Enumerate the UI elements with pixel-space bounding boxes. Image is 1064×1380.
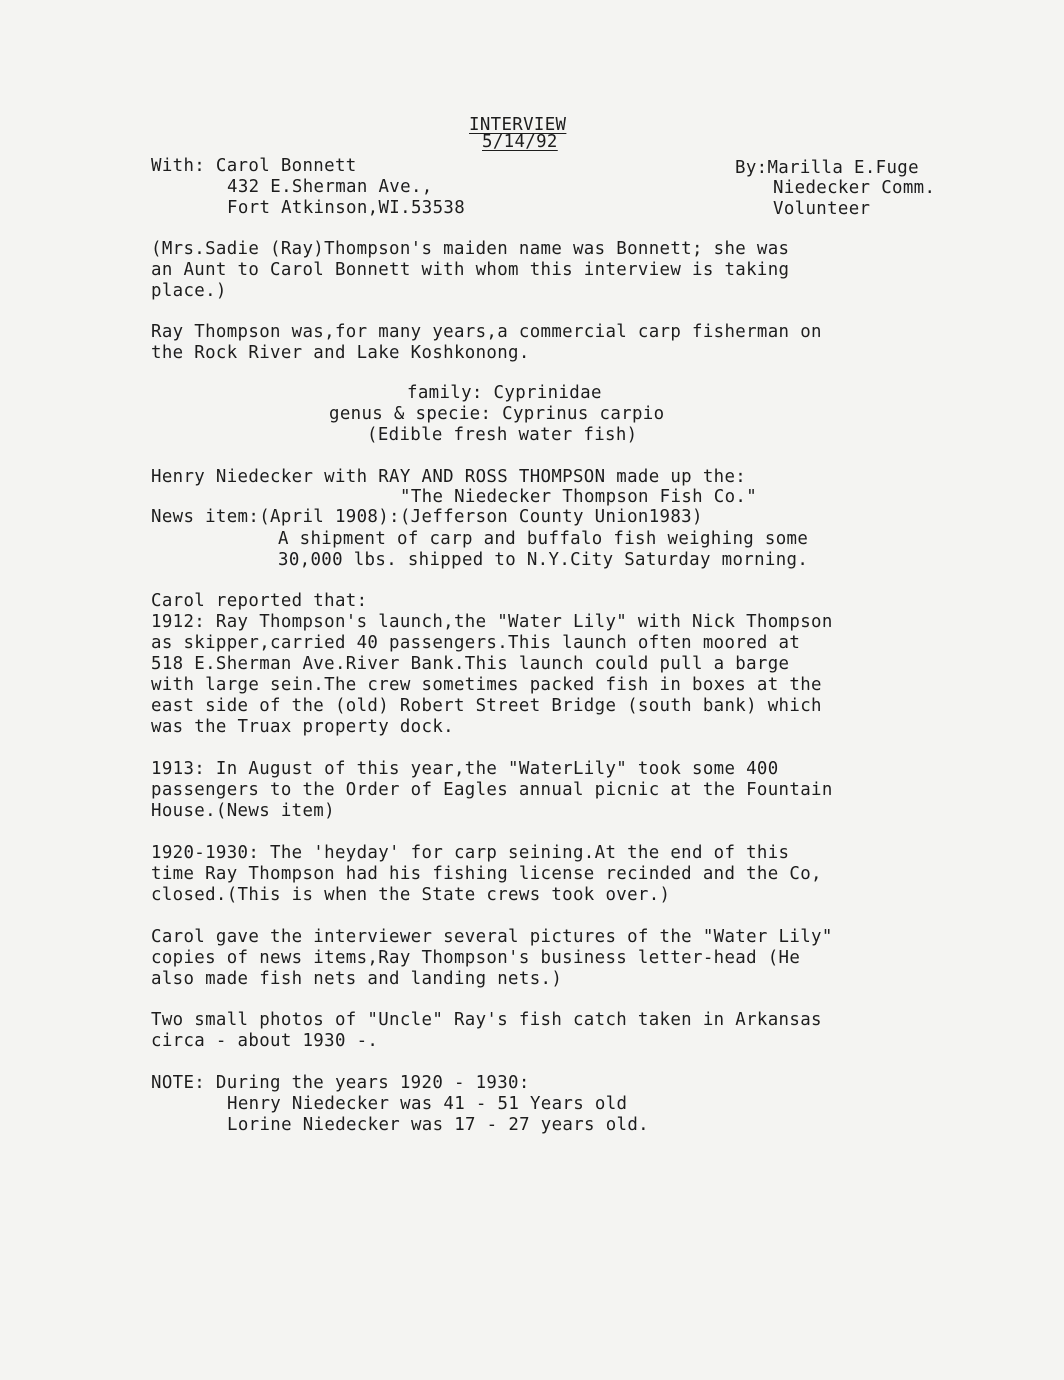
- taxonomy-genus: genus & specie: Cyprinus carpio: [329, 404, 665, 424]
- news-item-line: A shipment of carp and buffalo fish weighing some: [278, 529, 809, 549]
- para-1912-line: with large sein.The crew sometimes packed fish in boxes at the: [151, 675, 822, 695]
- para-1912-line: was the Truax property dock.: [151, 717, 454, 737]
- intro-line: place.): [151, 281, 227, 301]
- news-item-line: 30,000 lbs. shipped to N.Y.City Saturday morning.: [278, 550, 809, 570]
- note-heading: NOTE: During the years 1920 - 1930:: [151, 1073, 530, 1093]
- ray-paragraph-line: the Rock River and Lake Koshkonong.: [151, 343, 530, 363]
- para-1912-line: 518 E.Sherman Ave.River Bank.This launch could pull a barge: [151, 654, 790, 674]
- carol-report-heading: Carol reported that:: [151, 591, 368, 611]
- note-line: Lorine Niedecker was 17 - 27 years old.: [227, 1115, 649, 1135]
- para-1912-line: as skipper,carried 40 passengers.This launch often moored at: [151, 633, 801, 653]
- para-1920-line: closed.(This is when the State crews took over.): [151, 885, 671, 905]
- pictures-line: also made fish nets and landing nets.): [151, 969, 563, 989]
- intro-line: an Aunt to Carol Bonnett with whom this interview is taking: [151, 260, 790, 280]
- news-item-heading: News item:(April 1908):(Jefferson County Union1983): [151, 507, 703, 527]
- para-1920-line: 1920-1930: The 'heyday' for carp seining.At the end of this: [151, 843, 790, 863]
- note-line: Henry Niedecker was 41 - 51 Years old: [227, 1094, 628, 1114]
- interviewee-city: Fort Atkinson,WI.53538: [227, 198, 466, 218]
- taxonomy-family: family: Cyprinidae: [407, 383, 602, 403]
- interviewee-name: With: Carol Bonnett: [151, 156, 357, 176]
- para-1920-line: time Ray Thompson had his fishing license recinded and the Co,: [151, 864, 822, 884]
- company-name: "The Niedecker Thompson Fish Co.": [400, 487, 758, 507]
- interviewee-street: 432 E.Sherman Ave.,: [227, 177, 433, 197]
- taxonomy-note: (Edible fresh water fish): [367, 425, 638, 445]
- document-date: 5/14/92: [482, 132, 558, 152]
- interviewer-name: By:Marilla E.Fuge: [735, 158, 919, 178]
- photos-line: circa - about 1930 -.: [151, 1031, 379, 1051]
- para-1913-line: passengers to the Order of Eagles annual picnic at the Fountain: [151, 780, 833, 800]
- para-1912-line: east side of the (old) Robert Street Bridge (south bank) which: [151, 696, 822, 716]
- ray-paragraph-line: Ray Thompson was,for many years,a commercial carp fisherman on: [151, 322, 822, 342]
- para-1913-line: 1913: In August of this year,the "WaterLily" took some 400: [151, 759, 779, 779]
- photos-line: Two small photos of "Uncle" Ray's fish catch taken in Arkansas: [151, 1010, 822, 1030]
- para-1912-line: 1912: Ray Thompson's launch,the "Water Lily" with Nick Thompson: [151, 612, 833, 632]
- interviewer-role: Volunteer: [773, 199, 871, 219]
- pictures-line: Carol gave the interviewer several pictures of the "Water Lily": [151, 927, 833, 947]
- interviewer-org: Niedecker Comm.: [773, 178, 936, 198]
- pictures-line: copies of news items,Ray Thompson's business letter-head (He: [151, 948, 801, 968]
- company-line: Henry Niedecker with RAY AND ROSS THOMPSON made up the:: [151, 467, 747, 487]
- para-1913-line: House.(News item): [151, 801, 335, 821]
- document-title: INTERVIEW: [469, 115, 567, 135]
- intro-line: (Mrs.Sadie (Ray)Thompson's maiden name was Bonnett; she was: [151, 239, 790, 259]
